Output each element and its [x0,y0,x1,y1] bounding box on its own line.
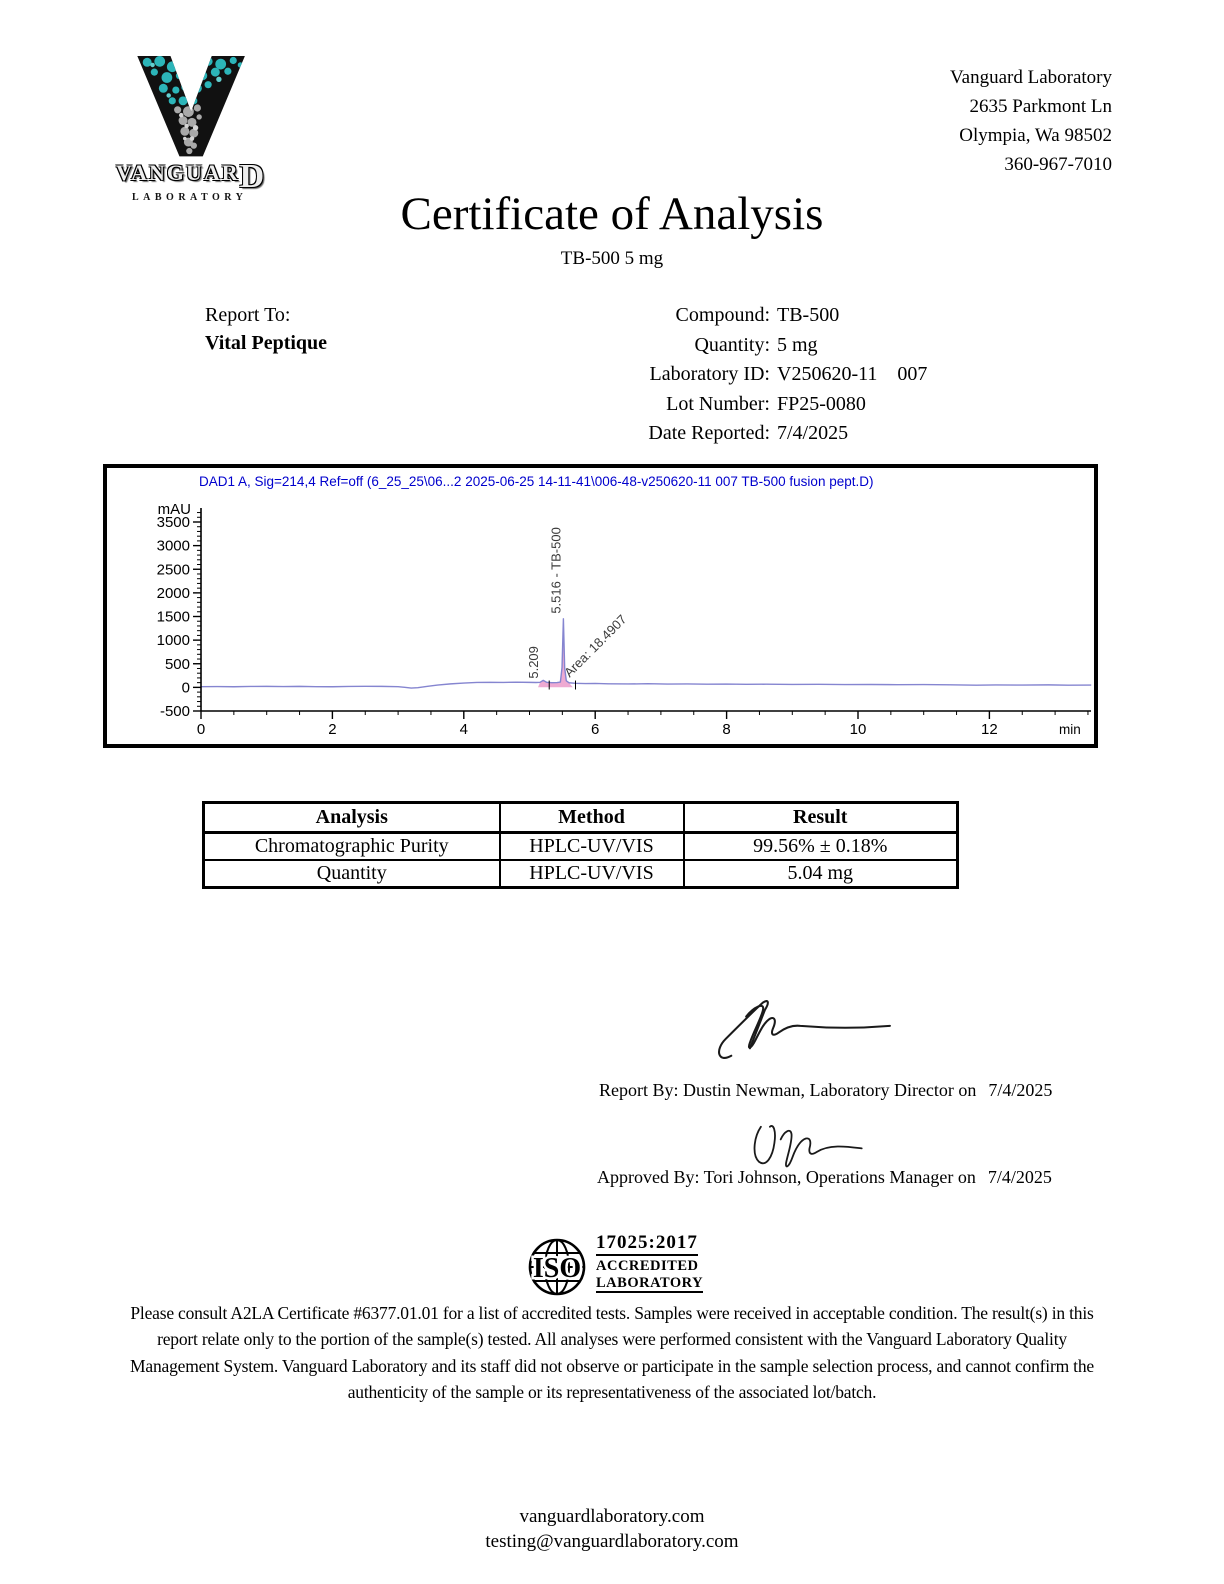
field-label: Date Reported: [648,422,770,444]
svg-text:min: min [1059,722,1081,737]
field-row [480,331,927,361]
report-date: 7/4/2025 [988,1080,1053,1100]
field-value: 5 mg [777,333,818,356]
chromatogram-chart [107,468,1094,744]
field-value: FP25-0080 [777,392,866,415]
disclaimer-line: Management System. Vanguard Laboratory and its staff did not observe or participate in the sample selection process, and cannot confirm the [130,1355,1094,1376]
table-cell: 99.56% ± 0.18% [684,833,958,861]
client-name: Vital Peptique [205,332,328,354]
results-table [202,801,959,889]
table-cell: Quantity [204,860,500,888]
lab-phone: 360-967-7010 [1004,154,1112,175]
report-to-block [205,301,327,357]
field-label: Quantity: [694,333,770,356]
table-header-analysis: Analysis [204,803,500,833]
field-value: TB-500 [777,304,840,326]
svg-text:-500: -500 [159,703,190,720]
field-row [480,419,927,449]
field-label: Compound: [675,304,770,326]
approved-date: 7/4/2025 [987,1167,1052,1187]
lab-logo [116,56,296,203]
svg-text:6: 6 [591,721,600,738]
field-row [480,360,927,390]
table-cell: HPLC-UV/VIS [500,860,684,888]
vanguard-v-icon [126,56,258,160]
table-cell: HPLC-UV/VIS [500,833,684,861]
report-by-line [599,1080,1052,1101]
svg-text:3000: 3000 [156,537,190,555]
lab-address [950,63,1112,179]
table-row [204,833,958,861]
field-label: Lot Number: [666,392,770,415]
disclaimer-line: authenticity of the sample or its representativeness of the associated lot/batch. [347,1381,877,1402]
logo-word-main: VANGUAR [116,160,240,185]
svg-text:5.516 - TB-500: 5.516 - TB-500 [548,527,564,614]
iso-globe-icon [524,1234,590,1300]
svg-text:10: 10 [849,721,867,738]
field-value: V250620-11 007 [777,363,928,385]
disclaimer-line: Please consult A2LA Certificate #6377.01.01 for a list of accredited tests. Samples were received in acceptable condition. The result(s) in this [130,1303,1094,1323]
iso-accreditation-block [596,1233,703,1293]
page-footer [0,1504,1224,1554]
svg-text:0: 0 [196,721,206,738]
footer-email: testing@vanguardlaboratory.com [485,1531,739,1552]
svg-text:2000: 2000 [156,584,190,602]
page-subtitle: TB-500 5 mg [560,248,664,269]
svg-text:500: 500 [164,655,190,673]
svg-text:2: 2 [328,721,337,738]
svg-text:1000: 1000 [156,632,190,650]
svg-text:12: 12 [981,721,998,738]
table-cell: Chromatographic Purity [204,833,500,861]
logo-word-last: D [239,158,267,195]
svg-text:Area: 18.4907: Area: 18.4907 [561,611,630,681]
iso-accredited: ACCREDITED [596,1258,699,1274]
table-header-method: Method [500,803,684,833]
chromatogram-title: DAD1 A, Sig=214,4 Ref=off (6_25_25\06...2 2025-06-25 14-11-41\006-48-v250620-11 007 TB-500 fusion pept.D) [199,474,874,489]
svg-text:mAU: mAU [157,501,191,518]
lab-address-line1: 2635 Parkmont Ln [969,96,1112,117]
iso-laboratory: LABORATORY [596,1276,703,1294]
svg-text:1500: 1500 [156,608,190,626]
page-title: Certificate of Analysis [400,188,824,240]
report-by-text: Report By: Dustin Newman, Laboratory Director on [599,1080,977,1100]
disclaimer-text [97,1300,1127,1405]
lab-name: Vanguard Laboratory [950,67,1112,88]
chromatogram-panel [103,464,1098,748]
svg-text:0: 0 [181,679,190,697]
disclaimer-line: report relate only to the portion of the sample(s) tested. All analyses were performed consistent with the Vanguard Laboratory Quality [157,1329,1067,1350]
signature-image-approved [737,1116,882,1170]
table-cell: 5.04 mg [684,860,958,888]
table-header-row [204,803,958,833]
svg-text:5.209: 5.209 [526,646,542,679]
iso-standard: 17025:2017 [596,1233,698,1256]
field-label: Laboratory ID: [649,363,770,385]
table-header-result: Result [684,803,958,833]
svg-text:8: 8 [722,721,731,738]
footer-website: vanguardlaboratory.com [519,1506,705,1527]
signature-image-report [700,996,910,1066]
field-row [480,301,927,331]
lab-address-line2: Olympia, Wa 98502 [959,125,1112,146]
svg-text:4: 4 [459,721,468,738]
sample-fields [480,301,927,449]
report-to-label: Report To: [205,304,291,326]
svg-text:3500: 3500 [156,514,190,531]
field-row [480,390,927,420]
table-row [204,860,958,888]
field-value: 7/4/2025 [777,422,849,444]
svg-text:2500: 2500 [156,561,190,579]
logo-subtitle: LABORATORY [132,192,248,203]
iso-text: ISO [532,1253,582,1284]
approved-by-line [597,1167,1052,1188]
approved-by-text: Approved By: Tori Johnson, Operations Manager on [597,1167,976,1187]
